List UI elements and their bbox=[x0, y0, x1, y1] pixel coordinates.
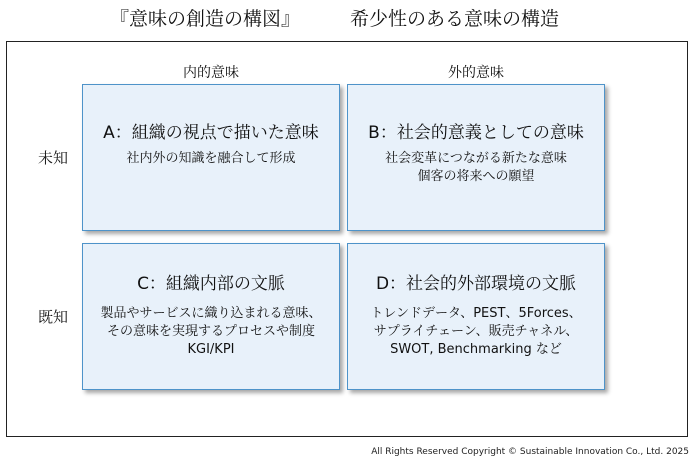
quadrant-d-line-3: SWOT, Benchmarking など bbox=[390, 342, 562, 357]
quadrant-b-line-1: 社会変革につながる新たな意味 bbox=[385, 151, 567, 166]
column-label-external: 外的意味 bbox=[448, 65, 504, 81]
title-left: 『意味の創造の構図』 bbox=[110, 8, 301, 30]
quadrant-a-heading: A：組織の視点で描いた意味 bbox=[103, 123, 319, 143]
title-right: 希少性のある意味の構造 bbox=[350, 8, 560, 30]
quadrant-d-line-1: トレンドデータ、PEST、5Forces、 bbox=[370, 306, 582, 321]
row-label-known: 既知 bbox=[38, 308, 69, 326]
quadrant-c-line-2: その意味を実現するプロセスや制度 bbox=[106, 324, 315, 339]
quadrant-c-line-3: KGI/KPI bbox=[187, 342, 235, 357]
quadrant-d-line-2: サプライチェーン、販売チャネル、 bbox=[373, 324, 579, 339]
quadrant-c-heading: C：組織内部の文脈 bbox=[137, 274, 285, 294]
quadrant-d bbox=[347, 243, 605, 390]
quadrant-a bbox=[82, 84, 340, 231]
quadrant-c bbox=[82, 243, 340, 390]
diagram-title bbox=[0, 6, 699, 32]
quadrant-c-line-1: 製品やサービスに織り込まれる意味、 bbox=[100, 306, 322, 321]
quadrant-b bbox=[347, 84, 605, 231]
quadrant-d-heading: D：社会的外部環境の文脈 bbox=[375, 274, 577, 294]
copyright-footer: All Rights Reserved Copyright © Sustainable Innovation Co., Ltd. 2025 bbox=[371, 447, 689, 457]
quadrant-b-heading: B：社会的意義としての意味 bbox=[368, 123, 584, 143]
quadrant-b-line-2: 個客の将来への願望 bbox=[417, 169, 535, 184]
quadrant-a-line-1: 社内外の知識を融合して形成 bbox=[126, 151, 296, 166]
row-label-unknown: 未知 bbox=[38, 149, 69, 167]
column-label-internal: 内的意味 bbox=[183, 65, 239, 81]
